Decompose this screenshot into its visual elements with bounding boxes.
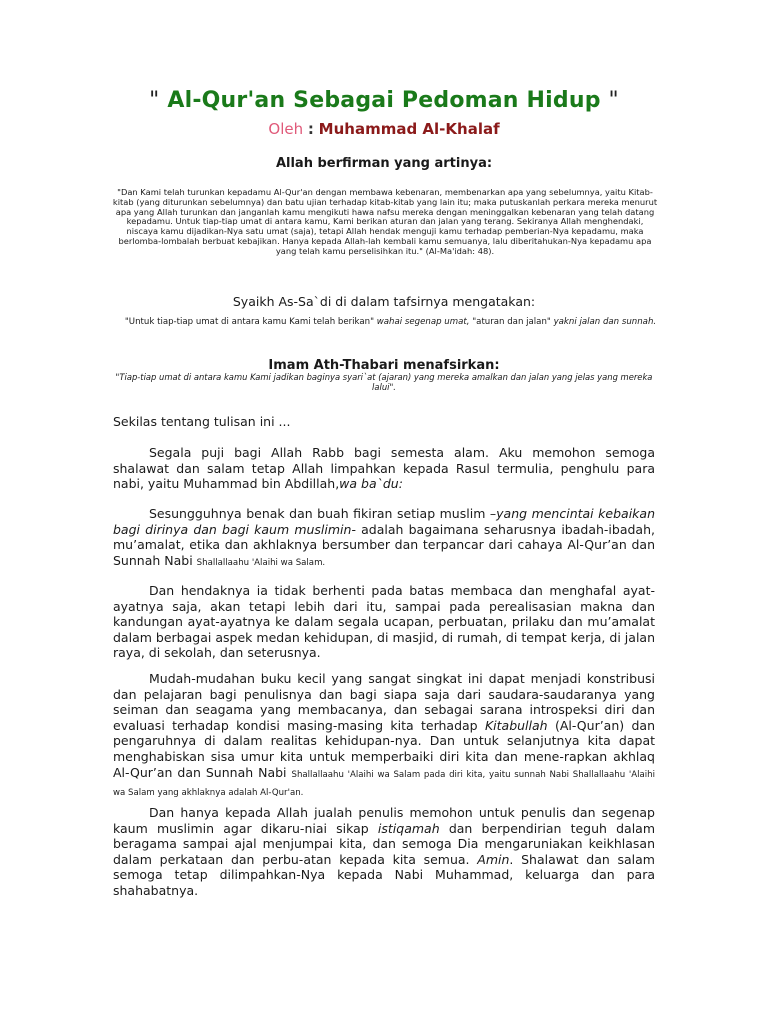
byline-colon: :	[307, 120, 314, 138]
title-open-quote: "	[149, 88, 160, 113]
p4-text-b: (Al-Qur’an) dan pengaruhnya di dalam realitas kehidupan-nya. Dan untuk selanjutnya kita dapat menghabiskan sisa umur kita untuk memperbaiki diri kita dan mene-rapkan akhlaq Al-Qur’an dan Sunnah Nabi	[113, 717, 655, 780]
imam-quote: "Tiap-tiap umat di antara kamu Kami jadikan baginya syari`at (ajaran) yang mereka amalkan dan jalan yang jelas yang mereka lalui".	[115, 372, 653, 392]
p4-small: Shallallaahu 'Alaihi wa Salam pada diri kita, yaitu sunnah Nabi Shallallaahu 'Alaihi wa Salam yang akhlaknya adalah Al-Qur'an.	[113, 769, 655, 799]
p4-text-a: Mudah-mudahan buku kecil yang sangat singkat ini dapat menjadi konstribusi dan pelajaran bagi penulisnya dan bagi siapa saja dari saudara-saudaranya yang seiman dan seagama yang membacanya, dan sebagai sarana introspeksi diri dan evaluasi terhadap kondisi masing-masing kita terhadap	[113, 671, 655, 733]
paragraph-4	[113, 671, 655, 802]
p4-italic: Kitabullah	[484, 717, 548, 733]
syaikh-quote-italic2: yakni jalan dan sunnah.	[553, 317, 657, 327]
paragraph-3: Dan hendaknya ia tidak berhenti pada batas membaca dan menghafal ayat-ayatnya saja, akan tetapi lebih dari itu, sampai pada perealisasian makna dan kandungan ayat-ayatnya ke dalam segala ucapan, perbuatan, prilaku dan mu’amalat dalam berbagai aspek medan kehidupan, di masjid, di rumah, di tempat kerja, di jalan raya, di sekolah, dan seterusnya.	[113, 583, 655, 661]
p1-italic: wa ba`du:	[339, 476, 403, 492]
allah-heading: Allah berfirman yang artinya:	[275, 156, 493, 171]
imam-heading: Imam Ath-Thabari menafsirkan:	[268, 358, 500, 373]
p5-text-c: . Shalawat dan salam semoga tetap dilimpahkan-Nya kepada Nabi Muhammad, keluarga dan para shahabatnya.	[113, 851, 655, 898]
syaikh-quote-italic1: wahai segenap umat,	[376, 317, 470, 327]
verse-quote: "Dan Kami telah turunkan kepadamu Al-Qur'an dengan membawa kebenaran, membenarkan apa yang sebelumnya, yaitu Kitab-kitab (yang diturunkan sebelumnya) dan batu ujian terhadap kitab-kitab yang lain itu; maka putuskanlah perkara mereka menurut apa yang Allah turunkan dan janganlah kamu mengikuti hawa nafsu mereka dengan meninggalkan kebenaran yang telah datang kepadamu. Untuk tiap-tiap umat di antara kamu, Kami berikan aturan dan jalan yang terang. Sekiranya Allah menghendaki, niscaya kamu dijadikan-Nya satu umat (saja), tetapi Allah hendak menguji kamu terhadap pemberian-Nya kepadamu, maka berlomba-lombalah berbuat kebajikan. Hanya kepada Allah-lah kembali kamu semuanya, lalu diberitahukan-Nya kepadamu apa yang telah kamu perselisihkan itu." (Al-Ma'idah: 48).	[112, 187, 658, 256]
syaikh-quote-part2: "aturan dan jalan"	[472, 317, 551, 327]
p5-text-a: Dan hanya kepada Allah jualah penulis memohon untuk penulis dan segenap kaum muslimin agar dikaru-niai sikap	[113, 805, 655, 836]
paragraph-1	[113, 445, 655, 492]
title-text: Al-Qur'an Sebagai Pedoman Hidup	[167, 88, 601, 113]
p5-italic1: istiqamah	[377, 820, 440, 836]
p2-small: Shallallaahu 'Alaihi wa Salam.	[196, 557, 326, 568]
p1-text: Segala puji bagi Allah Rabb bagi semesta alam. Aku memohon semoga shalawat dan salam tetap Allah limpahkan kepada Rasul termulia, penghulu para nabi, yaitu Muhammad bin Abdillah,	[113, 445, 655, 492]
intro-line: Sekilas tentang tulisan ini ...	[113, 414, 291, 429]
syaikh-quote	[118, 314, 663, 331]
title-close-quote: "	[608, 88, 619, 113]
byline	[0, 120, 768, 138]
paragraph-5	[113, 805, 655, 899]
p2-italic: yang mencintai kebaikan bagi dirinya dan bagi kaum muslimin	[113, 506, 655, 537]
byline-author: Muhammad Al-Khalaf	[318, 120, 500, 138]
p2-text-a: Sesungguhnya benak dan buah fikiran setiap muslim –	[149, 506, 497, 521]
p5-text-b: dan berpendirian teguh dalam beragama sampai ajal menjumpai kita, dan semoga Dia mengaruniakan keikhlasan dalam perkataan dan perbu-atan kepada kita semua.	[113, 820, 656, 867]
p2-text-b: - adalah bagaimana seharusnya ibadah-ibadah, mu’amalat, etika dan akhlaknya bersumber dan terpancar dari cahaya Al-Qur’an dan Sunnah Nabi	[113, 521, 655, 568]
syaikh-quote-part1: "Untuk tiap-tiap umat di antara kamu Kami telah berikan"	[124, 317, 375, 327]
byline-oleh: Oleh	[268, 120, 304, 138]
paragraph-2	[113, 506, 655, 571]
p5-italic2: Amin	[477, 851, 510, 867]
document-title	[0, 88, 768, 113]
syaikh-heading: Syaikh As-Sa`di di dalam tafsirnya mengatakan:	[232, 294, 536, 309]
